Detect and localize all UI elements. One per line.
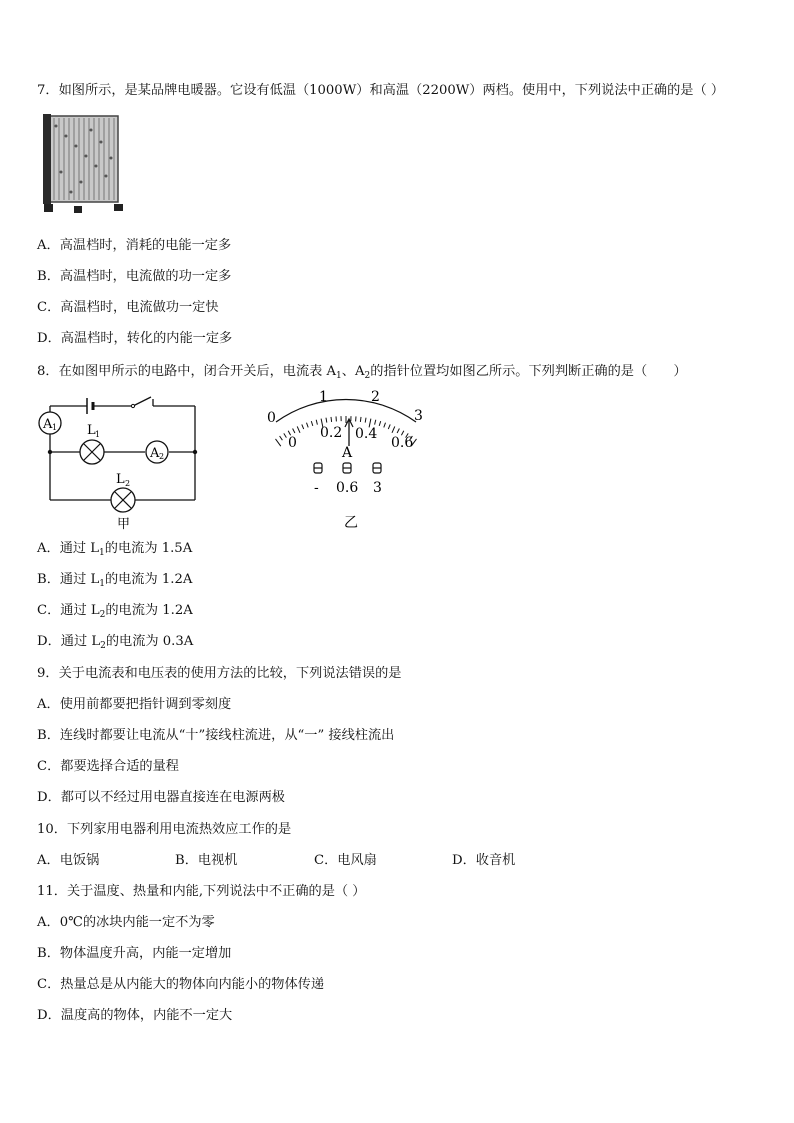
q7-option-c: C．高温档时，电流做功一定快 [37,300,219,315]
meter-caption: 乙 [344,515,358,531]
q10-option-d: D．收音机 [452,853,516,868]
svg-text:2: 2 [159,452,165,461]
q9-option-d: D．都可以不经过用电器直接连在电源两极 [37,790,285,805]
lamp-l1-symbol [80,423,104,464]
ammeter-dial [262,386,432,531]
dial-tick [284,433,287,437]
svg-text:1: 1 [52,423,58,432]
q8-option-b: B．通过 $L_1$的电流为 1.2A [37,572,193,589]
q7-option-b: B．高温档时，电流做的功一定多 [37,269,232,284]
terminal-neg: - [314,480,319,496]
svg-text:1: 1 [95,430,101,439]
dial-tick [307,423,309,428]
dial-tick [297,426,300,432]
q7-option-a: A．高温档时，消耗的电能一定多 [37,238,232,253]
lower-scale-04: 0.4 [355,426,378,442]
q10-stem: 10．下列家用电器利用电流热效应工作的是 [37,822,292,837]
dial-tick [397,429,399,434]
upper-scale-2: 2 [371,389,380,405]
svg-text:A: A [150,446,160,461]
circuit-diagram [35,390,205,535]
dial-tick [375,420,376,425]
upper-scale-1: 1 [319,389,328,405]
q10-option-a: A．电饭锅 [37,853,100,868]
q8-option-d: D．通过 $L_2$的电流为 0.3A [37,634,194,651]
svg-text:2: 2 [125,479,131,488]
dial-tick [311,421,313,426]
dial-tick [331,417,332,422]
q11-option-a: A．0℃的冰块内能一定不为零 [37,915,215,930]
q11-option-b: B．物体温度升高，内能一定增加 [37,946,232,961]
q11-option-d: D．温度高的物体，内能不一定大 [37,1008,233,1023]
ammeter-a2-symbol [146,441,168,463]
q8-option-c: C．通过 $L_2$的电流为 1.2A [37,603,193,620]
heater-image [40,112,126,218]
lamp-l2-symbol [111,472,135,512]
q8-option-a: A．通过 $L_1$的电流为 1.5A [37,541,193,558]
terminal-3: 3 [373,480,382,496]
circuit-caption: 甲 [117,517,131,532]
meter-unit: A [342,445,353,461]
q7-stem: 7．如图所示，是某品牌电暖器。它设有低温（1000W）和高温（2200W）两档。使用中，下列说法中正确的是（ ） [37,83,725,98]
upper-scale-0: 0 [267,410,276,426]
dial-tick [379,421,381,426]
q9-stem: 9．关于电流表和电压表的使用方法的比较，下列说法错误的是 [37,666,402,681]
q7-option-d: D．高温档时，转化的内能一定多 [37,331,233,346]
svg-text:L: L [116,472,125,487]
svg-text:L: L [87,423,96,438]
dial-tick [326,418,327,423]
dial-tick [388,424,390,429]
q11-option-c: C．热量总是从内能大的物体向内能小的物体传递 [37,977,325,992]
lower-scale-0: 0 [288,435,297,451]
terminal-06: 0.6 [336,480,359,496]
dial-tick [302,424,304,429]
dial-tick [316,420,317,425]
q9-option-a: A．使用前都要把指针调到零刻度 [37,697,232,712]
dial-tick [360,417,361,422]
lower-scale-06: 0.6 [391,435,414,451]
dial-tick [384,423,386,428]
q8-stem: 8．在如图甲所示的电路中，闭合开关后，电流表 $A_1$、$A_2$的指针位置均如图乙所示。下列判断正确的是（ ） [37,364,687,381]
ammeter-a1-symbol [39,412,61,434]
lower-scale-02: 0.2 [320,425,343,441]
q11-stem: 11．关于温度、热量和内能,下列说法中不正确的是（ ） [37,884,366,899]
dial-tick [365,418,366,423]
dial-tick [276,439,281,446]
q9-option-c: C．都要选择合适的量程 [37,759,179,774]
dial-tick [392,426,395,432]
svg-text:A: A [43,417,53,432]
terminal-icons [314,463,381,473]
upper-scale-3: 3 [414,408,423,424]
q10-option-c: C．电风扇 [314,853,377,868]
q9-option-b: B．连线时都要让电流从“十”接线柱流进，从“一” 接线柱流出 [37,728,395,743]
dial-tick [293,429,295,434]
q10-option-b: B．电视机 [175,853,238,868]
dial-tick [280,436,283,440]
